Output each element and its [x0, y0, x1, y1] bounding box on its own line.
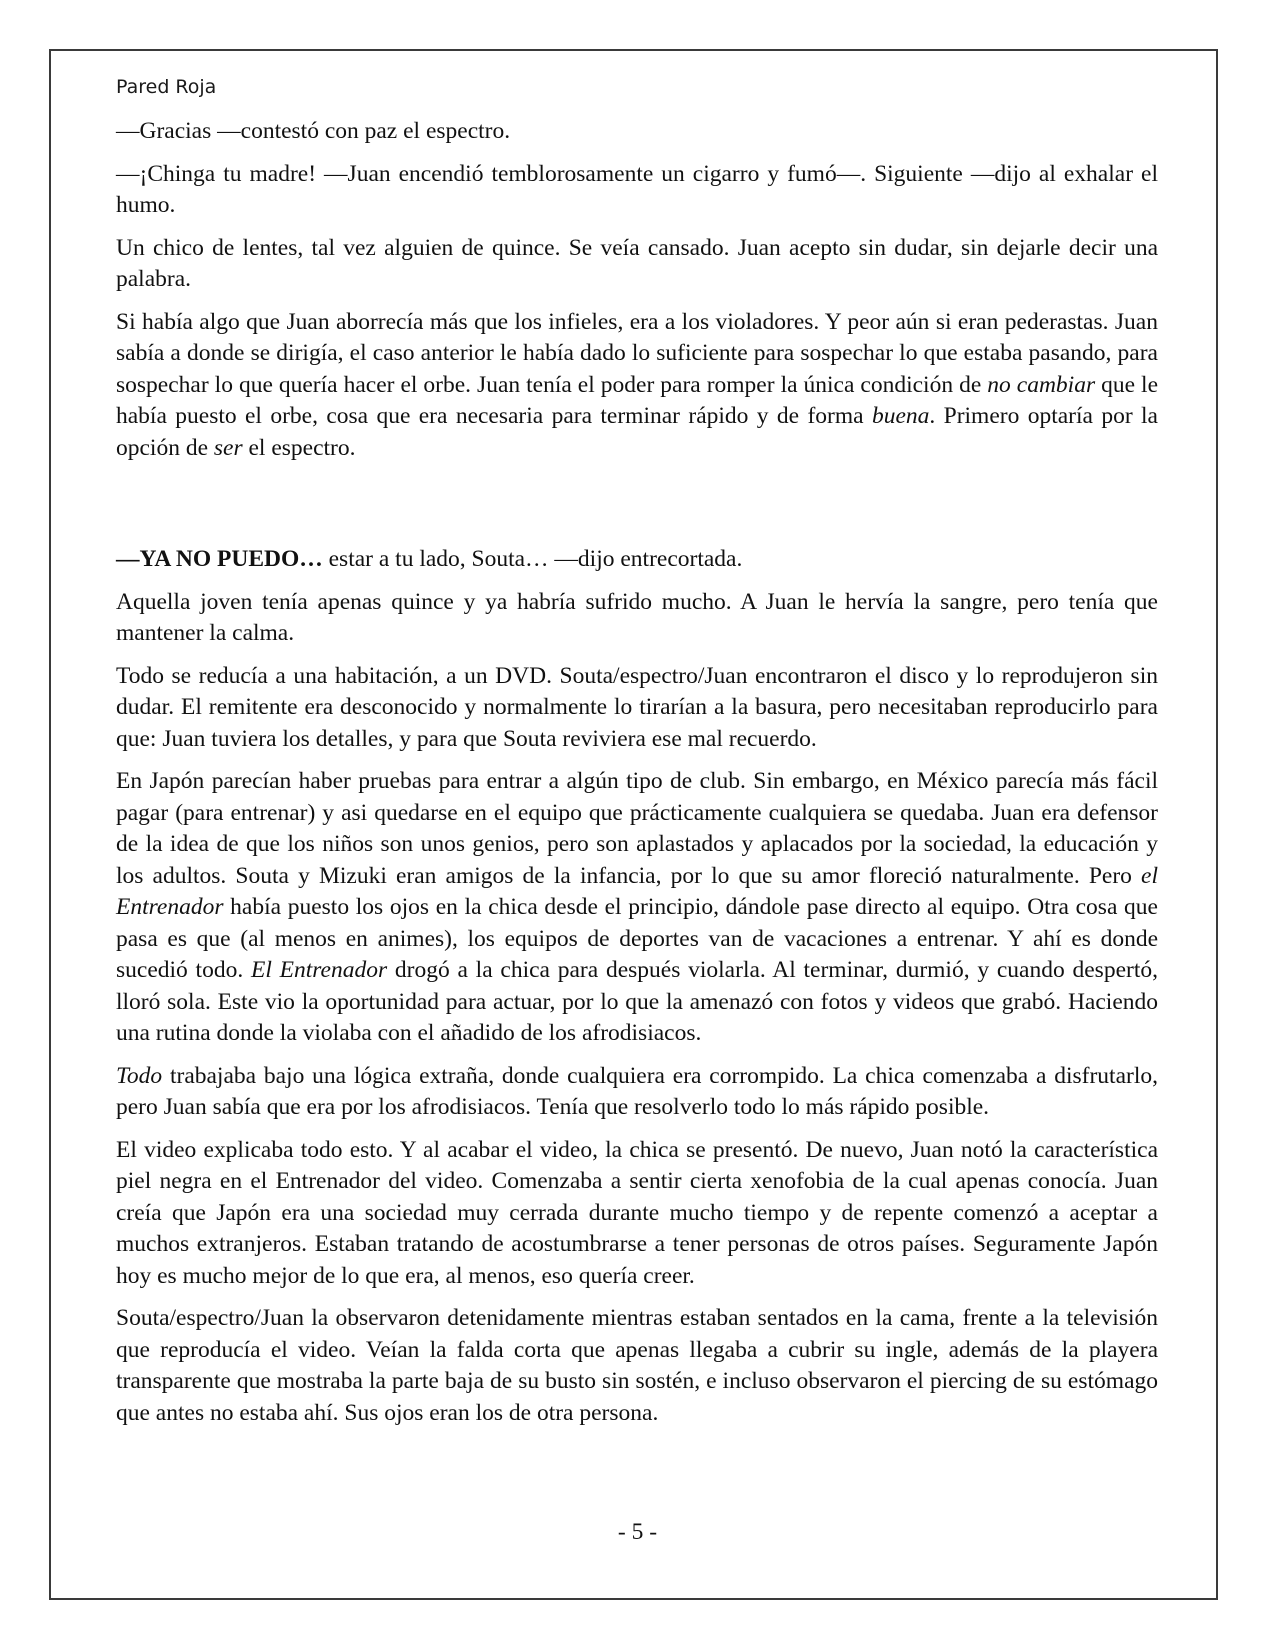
paragraph-2: —¡Chinga tu madre! —Juan encendió temblorosamente un cigarro y fumó—. Siguiente —dijo al exhalar el humo.	[116, 160, 1158, 218]
paragraph-4	[116, 307, 1158, 465]
page-number: - 5 -	[617, 1519, 658, 1545]
paragraph-4-italic-2: buena	[871, 403, 930, 429]
paragraph-4-text-b: que le había puesto el orbe, cosa que era necesaria para terminar rápido y de forma	[116, 371, 1159, 429]
running-header: Pared Roja	[116, 76, 217, 98]
paragraph-11: Souta/espectro/Juan la observaron detenidamente mientras estaban sentados en la cama, frente a la televisión que reproducía el video. Veían la falda corta que apenas llegaba a cubrir su ingle, además de la playera transparente que mostraba la parte baja de su busto sin sostén, e incluso observaron el piercing de su estómago que antes no estaba ahí. Sus ojos eran los de otra persona.	[116, 1305, 1158, 1426]
paragraph-9-italic-1: Todo	[116, 1062, 163, 1089]
paragraph-10: El video explicaba todo esto. Y al acabar el video, la chica se presentó. De nuevo, Juan notó la característica piel negra en el Entrenador del video. Comenzaba a sentir cierta xenofobia de la cual apenas conocía. Juan creía que Japón era una sociedad muy cerrada durante mucho tiempo y de repente comenzó a aceptar a muchos extranjeros. Estaban tratando de acostumbrarse a tener personas de otros países. Seguramente Japón hoy es mucho mejor de lo que era, al menos, eso quería creer.	[116, 1136, 1158, 1289]
paragraph-9-text-a: trabajaba bajo una lógica extraña, donde cualquiera era corrompido. La chica comenzaba a disfrutarlo, pero Juan sabía que era por los afrodisiacos. Tenía que resolverlo todo lo más rápido posible.	[116, 1062, 1158, 1120]
paragraph-8-text-c: drogó a la chica para después violarla. Al terminar, durmió, y cuando despertó, lloró sola. Este vio la oportunidad para actuar, por lo que la amenazó con fotos y videos que grabó. Haciendo una rutina donde la violaba con el añadido de los afrodisiacos.	[116, 957, 1158, 1046]
paragraph-4-text-d: el espectro.	[242, 434, 356, 461]
paragraph-3: Un chico de lentes, tal vez alguien de quince. Se veía cansado. Juan acepto sin dudar, sin dejarle decir una palabra.	[116, 234, 1158, 292]
section-opening-rest: estar a tu lado, Souta… —dijo entrecortada.	[322, 546, 743, 572]
paragraph-4-italic-3: ser	[213, 434, 243, 461]
body-text	[116, 116, 1158, 1440]
section-opening-bold: —YA NO PUEDO…	[116, 546, 323, 572]
paragraph-1: —Gracias —contestó con paz el espectro.	[116, 118, 511, 144]
paragraph-6: Aquella joven tenía apenas quince y ya habría sufrido mucho. A Juan le hervía la sangre, pero tenía que mantener la calma.	[116, 588, 1158, 646]
paragraph-8-text-a: En Japón parecían haber pruebas para entrar a algún tipo de club. Sin embargo, en México parecía más fácil pagar (para entrenar) y asi quedarse en el equipo que prácticamente cualquiera se quedaba. Juan era defensor de la idea de que los niños son unos genios, pero son aplastados y aplacados por la sociedad, la educación y los adultos. Souta y Mizuki eran amigos de la infancia, por lo que su amor floreció naturalmente. Pero	[116, 768, 1158, 889]
paragraph-4-italic-1: no cambiar	[987, 371, 1096, 398]
paragraph-9	[116, 1061, 1158, 1124]
paragraph-8-text-b: había puesto los ojos en la chica desde el principio, dándole pase directo al equipo. Otra cosa que pasa es que (al menos en animes), los equipos de deportes van de vacaciones a entrenar. Y ahí es donde sucedió todo.	[116, 894, 1158, 983]
paragraph-7: Todo se reducía a una habitación, a un DVD. Souta/espectro/Juan encontraron el disco y lo reprodujeron sin dudar. El remitente era desconocido y normalmente lo tirarían a la basura, pero necesitaban reproducirlo para que: Juan tuviera los detalles, y para que Souta reviviera ese mal recuerdo.	[116, 662, 1158, 752]
paragraph-4-text-a: Si había algo que Juan aborrecía más que los infieles, era a los violadores. Y peor aún si eran pederastas. Juan sabía a donde se dirigía, el caso anterior le había dado lo suficiente para sospechar lo que estaba pasando, para sospechar lo que quería hacer el orbe. Juan tenía el poder para romper la única condición de	[116, 308, 1158, 398]
paragraph-4-text-c: . Primero optaría por la opción de	[116, 403, 1158, 461]
paragraph-8	[116, 766, 1158, 1050]
paragraph-8-italic-1: el Entrenador	[116, 862, 1158, 920]
section-opening-paragraph	[116, 544, 1158, 576]
paragraph-8-italic-2: El Entrenador	[250, 957, 388, 983]
